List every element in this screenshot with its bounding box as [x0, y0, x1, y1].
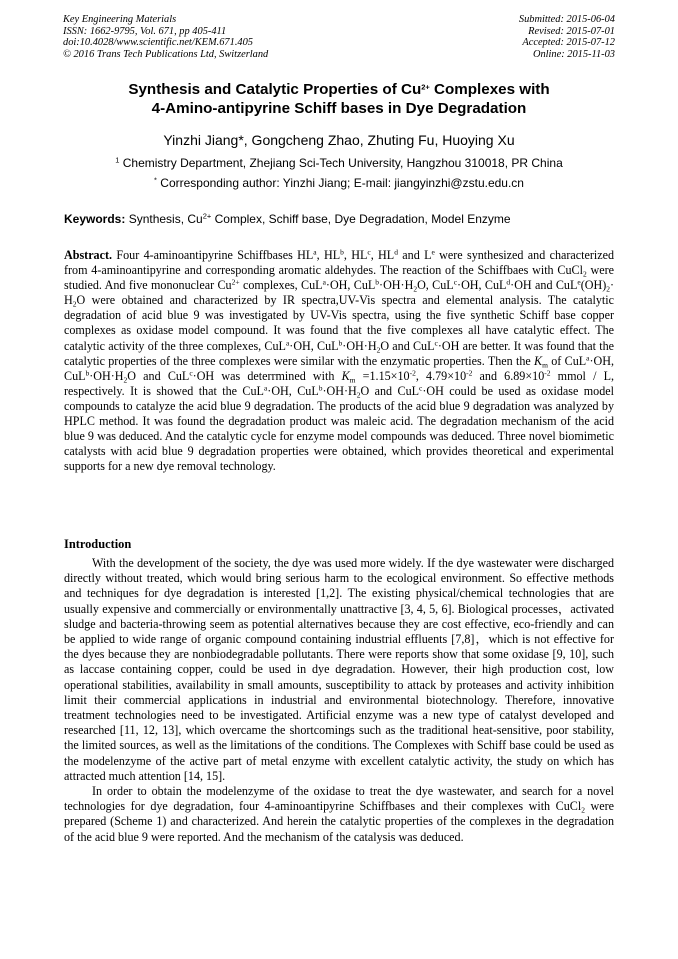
introduction-body: [64, 556, 614, 845]
keywords: Keywords: Synthesis, $Cu^{2+}$ Complex, Schiff base, Dye Degradation, Model Enzyme: [64, 211, 511, 226]
journal-name: Key Engineering Materials: [63, 14, 177, 25]
title-line-2: 4-Amino-antipyrine Schiff bases in Dye Degradation: [151, 100, 527, 117]
revised-date: Revised: 2015-07-01: [528, 25, 615, 37]
author-list: Yinzhi Jiang*, Gongcheng Zhao, Zhuting Fu, Huoying Xu: [163, 132, 515, 148]
dates-header: [519, 14, 615, 60]
issn-line: ISSN: 1662-9795, Vol. 671, pp 405-411: [63, 25, 227, 37]
keywords-label: Keywords:: [64, 212, 126, 226]
title-line-1: Synthesis and Catalytic Properties of $Cu^{2+}$ Complexes with: [128, 81, 550, 98]
online-date: Online: 2015-11-03: [532, 48, 615, 60]
copyright-line: © 2016 Trans Tech Publications Ltd, Switzerland: [63, 48, 269, 60]
doi-line[interactable]: doi:10.4028/www.scientific.net/KEM.671.405: [63, 37, 253, 49]
affiliation: $^1$ Chemistry Department, Zhejiang Sci-Tech University, Hangzhou 310018, PR China: [115, 155, 563, 170]
abstract: Abstract. Four 4-aminoantipyrine Schiffbases $HL^a$, $HL^b$, $HL^c$, $HL^d$ and Le were synthesized and characterized from 4-aminoantipyrine and corresponding aromatic aldehydes. The reaction of the Schiffbaes with CuCl$_2$ were studied. And five mononuclear $Cu^{2+}$ complexes, CuL$^a$·OH, $CuL^b\cdot OH\cdot H_2O$, CuL$^c$·OH, CuL$^d$·OH and $CuL^e(OH)_2\cdot H_2O$ were obtained and characterized by IR spectra,UV-Vis spectra and elemental analysis. The catalytic degradation of acid blue 9 was investigated by UV-Vis spectra, using the five synthetic Schiff base copper complexes as oxidase model compound. It was found that the five complexes all have catalytic effect. The catalytic activity of the three complexes, CuL$^a$·OH, $CuL^b\cdot OH\cdot H_2O$ and CuL$^c$·OH are better. It was found that the catalytic properties of the three complexes were similar with the enzymatic properties. Then the $K_m$ of CuL$^a$·OH, $CuL^b\cdot OH\cdot H_2O$ and CuL$^c$·OH was deterrmined with $K_m =1.15\times 10^{-2}$, $4.79\times 10^{-2}$ and $6.89\times 10^{-2}$ mmol / L, respectively. It is showed that the CuL$^a$·OH, $CuL^b\cdot OH\cdot H_2O$ and CuL$^c$·OH could be used as oxidase model compounds to catalyze the acid blue 9 degradation. The products of the acid blue 9 degradation was analyzed by HPLC method. It was found the degradation product was maleic acid. The degradation mechanism of the acid blue 9 was deduced. And the catalytic cycle for enzyme model compounds was deduced. Three novel biomimetic catalysts with acid blue 9 degradation properties were obtained, which provides theoretical and experimental supports for a new dye removal technology.: [64, 247, 615, 474]
introduction-heading: Introduction: [64, 537, 132, 551]
paper-title: [40, 80, 638, 118]
intro-paragraph-1: With the development of the society, the dye was used more widely. If the dye wastewater were discharged directly without treated, which would bring serious harm to the ecological environment. So effective methods and techniques for dye degradation is interested [1,2]. The existing physical/chemical technologies that are usually expensive and commercially or environmentally unattractive [3, 4, 5, 6]. Biological processes，activated sludge and bacteria-throwing seem as potential alternatives because they are cost effective, eco-friendly and can be applied to wide range of organic compound containing industrial effluents [7,8]，which is not effective for the dyes because they are nonbiodegradable pollutants. There were reports show that some oxidase [9, 10], such as laccase containing copper, could be used in dye degradation. However, their high production cost, low operational stabilities, availability in small amounts, susceptibility to attack by proteases and activity inhibition limit their commercial applications in industrial and environmental biotechnology. Therefore, innovative treatment technologies need to be investigated. Artificial enzyme was a new type of catalyst developed and researched [11, 12, 13], which overcame the shortcomings such as the traditional heat-sensitive, poor stability, the limited sources, as well as the limitations of the conditions. The Complexes with Schiff base could be used as the modelenzyme of the active part of metal enzyme with excellent catalytic activity, the study on which has attracted much attention [14, 15].: [64, 556, 614, 783]
journal-header: [63, 14, 268, 60]
submitted-date: Submitted: 2015-06-04: [518, 14, 615, 25]
intro-paragraph-2: In order to obtain the modelenzyme of the oxidase to treat the dye wastewater, and search for a novel technologies for dye degradation, four 4-aminoantipyrine Schiffbases and their complexes with CuCl$_2$ were prepared (Scheme 1) and characterized. And herein the catalytic properties of the complexes in the degradation of the acid blue 9 were reported. And the mechanism of the catalysis was deduced.: [64, 784, 614, 844]
accepted-date: Accepted: 2015-07-12: [522, 37, 615, 49]
abstract-label: Abstract.: [64, 248, 113, 262]
corresponding-author: * Corresponding author: Yinzhi Jiang; E-mail: jiangyinzhi@zstu.edu.cn: [154, 175, 524, 190]
